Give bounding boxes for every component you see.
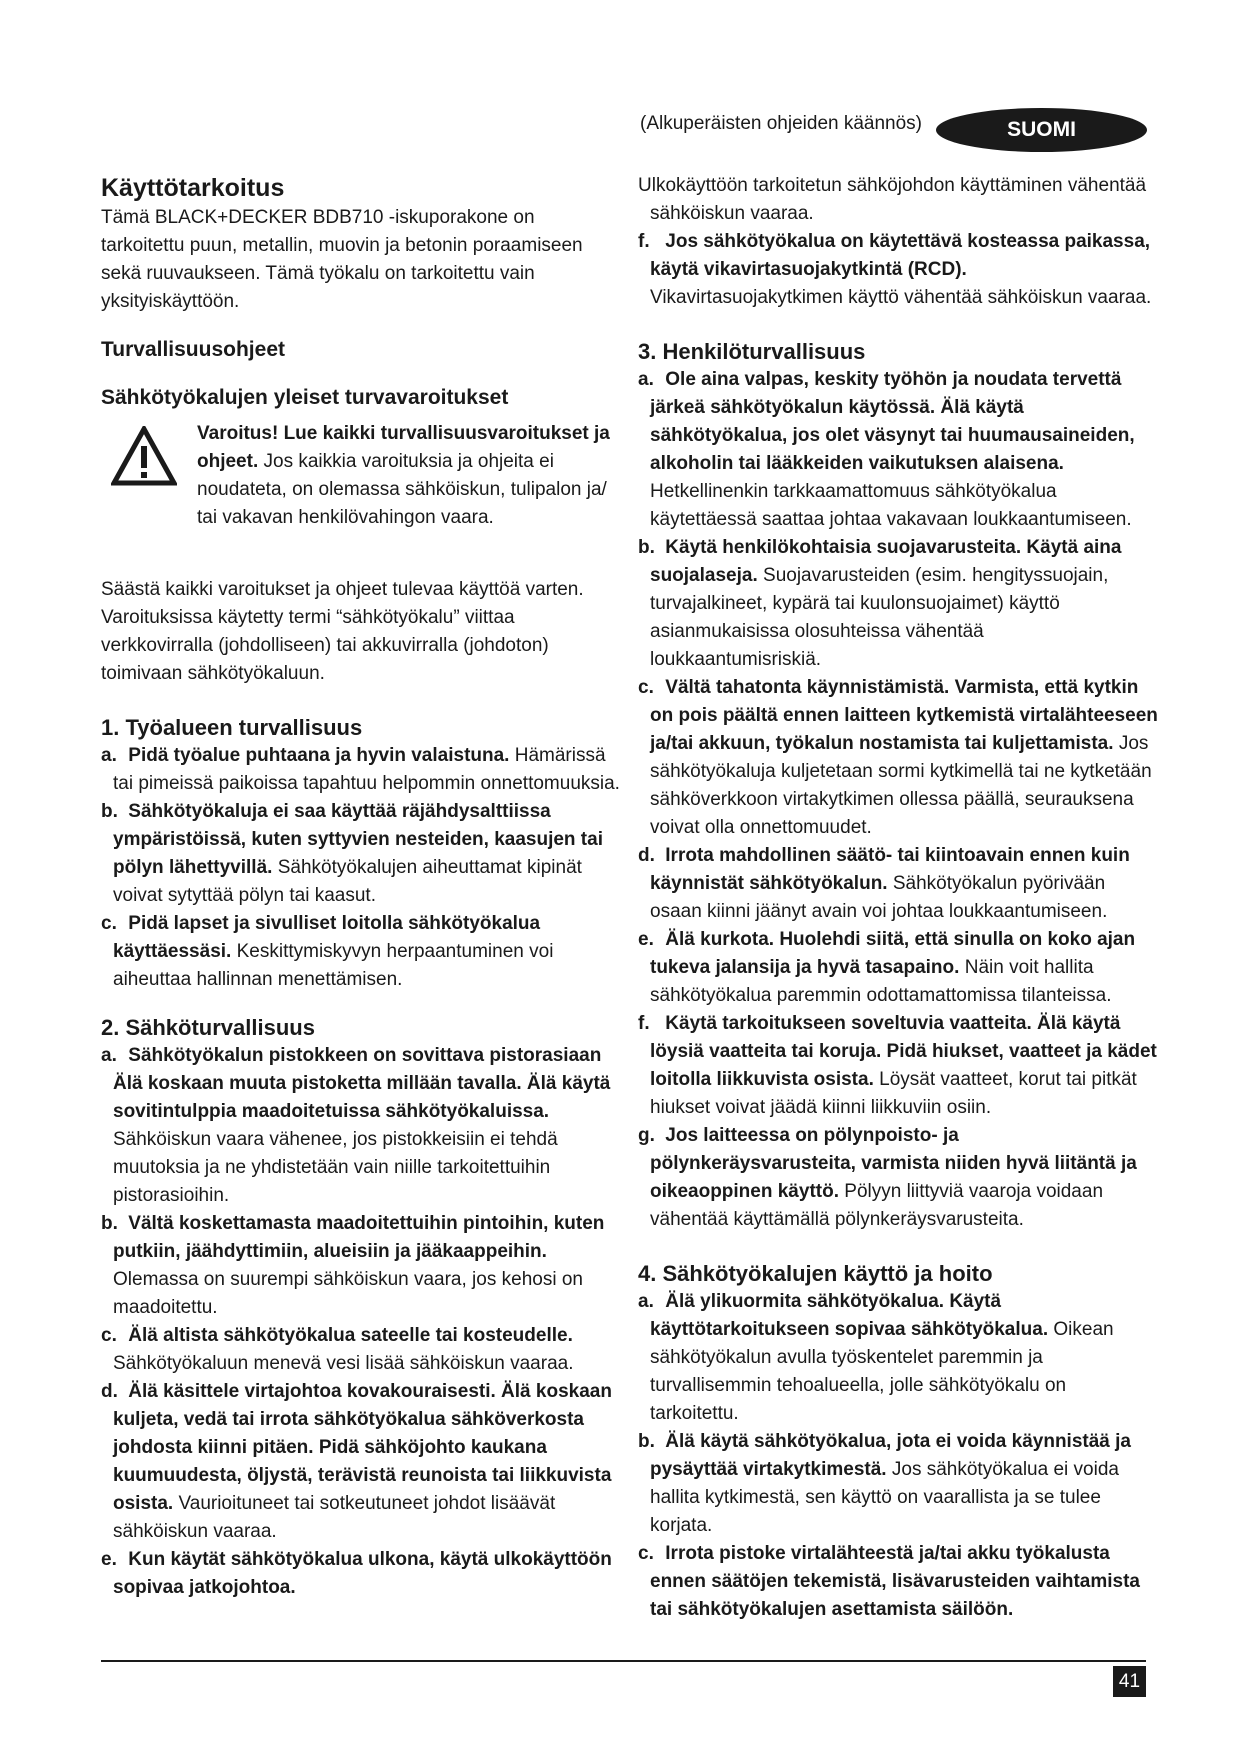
item-label: c.	[101, 1325, 117, 1346]
list-item	[638, 926, 1158, 1010]
item-label: c.	[638, 1543, 654, 1564]
item-text: Pölyyn liittyviä vaaroja voidaan vähentää käyttämällä pölynkeräysvarusteita.	[650, 1181, 1104, 1230]
item-bold-text: Älä kurkota. Huolehdi siitä, että sinulla on koko ajan tukeva jalansija ja hyvä tasapaino.	[650, 929, 1136, 978]
item-bold-text: Käytä henkilökohtaisia suojavarusteita. Käytä aina suojalaseja.	[650, 537, 1122, 586]
section-2-continued-list	[638, 172, 1158, 312]
item-bold-text: Irrota mahdollinen säätö- tai kiintoavain ennen kuin käynnistät sähkötyökalun.	[650, 845, 1130, 894]
item-bold-text: Kun käytät sähkötyökalua ulkona, käytä ulkokäyttöön sopivaa jatkojohtoa.	[113, 1549, 612, 1598]
warning-bold: Varoitus! Lue kaikki turvallisuusvaroitukset ja ohjeet.	[197, 423, 610, 472]
list-item	[638, 534, 1158, 674]
item-label: e.	[101, 1549, 117, 1570]
item-label: d.	[638, 845, 655, 866]
warning-text: Jos kaikkia varoituksia ja ohjeita ei noudateta, on olemassa sähköiskun, tulipalon ja/ tai vakavan henkilövahingon vaara.	[197, 451, 607, 528]
section-1-list	[101, 742, 623, 994]
section-2-heading: 2. Sähköturvallisuus	[101, 1015, 315, 1040]
save-instructions: Säästä kaikki varoitukset ja ohjeet tulevaa käyttöä varten. Varoituksissa käytetty termi “sähkötyökalu” viittaa verkkovirralla (johdolliseen) tai akkuvirralla (johdoton) toimivaan sähkötyökaluun.	[101, 579, 584, 684]
item-bold-text: Vältä tahatonta käynnistämistä. Varmista, että kytkin on pois päältä ennen laitteen kytkemistä virtalähteeseen ja/tai akkuun, työkalun nostamista tai kuljettamista.	[650, 677, 1158, 754]
item-label: f.	[638, 1013, 650, 1034]
list-item	[638, 1428, 1158, 1540]
list-item	[638, 1010, 1158, 1122]
list-item	[638, 1122, 1158, 1234]
item-label: d.	[101, 1381, 118, 1402]
purpose-text: Tämä BLACK+DECKER BDB710 -iskuporakone on tarkoitettu puun, metallin, muovin ja betonin poraamiseen sekä ruuvaukseen. Tämä työkalu on tarkoitettu vain yksityiskäyttöön.	[101, 207, 583, 312]
section-4-list	[638, 1288, 1158, 1624]
item-bold-text: Älä käytä sähkötyökalua, jota ei voida käynnistää ja pysäyttää virtakytkimestä.	[650, 1431, 1131, 1480]
item-label: c.	[638, 677, 654, 698]
warning-block	[101, 420, 623, 532]
item-bold-text: Irrota pistoke virtalähteestä ja/tai akku työkalusta ennen säätöjen tekemistä, lisävarusteiden vaihtamista tai sähkötyökalujen asettamista säilöön.	[650, 1543, 1140, 1620]
item-bold-text: Sähkötyökalun pistokkeen on sovittava pistorasiaan Älä koskaan muuta pistoketta millään tavalla. Älä käytä sovitintulppia maadoitetuissa sähkötyökaluissa.	[113, 1045, 611, 1122]
section-4-heading: 4. Sähkötyökalujen käyttö ja hoito	[638, 1261, 993, 1286]
item-label: g.	[638, 1125, 655, 1146]
item-text: Olemassa on suurempi sähköiskun vaara, jos kehosi on maadoitettu.	[113, 1269, 583, 1318]
item-text: Näin voit hallita sähkötyökalua paremmin odottamattomissa tilanteissa.	[650, 957, 1112, 1006]
item-bold-text: Käytä tarkoitukseen soveltuvia vaatteita. Älä käytä löysiä vaatteita tai koruja. Pidä hiukset, vaatteet ja kädet loitolla liikkuvista osista.	[650, 1013, 1157, 1090]
list-item	[638, 842, 1158, 926]
item-text: Vaurioituneet tai sotkeutuneet johdot lisäävät sähköiskun vaaraa.	[113, 1493, 556, 1542]
item-bold-text: Ole aina valpas, keskity työhön ja noudata tervettä järkeä sähkötyökalun käytössä. Älä käytä sähkötyökalua, jos olet väsynyt tai huumausaineiden, alkoholin tai lääkkeiden vaikutuksen alaisena.	[650, 369, 1135, 474]
item-label: b.	[101, 801, 118, 822]
footer-rule	[101, 1660, 1146, 1662]
item-text: Ulkokäyttöön tarkoitetun sähköjohdon käyttäminen vähentää sähköiskun vaaraa.	[638, 175, 1147, 224]
left-column	[101, 172, 623, 1602]
item-bold-text: Pidä lapset ja sivulliset loitolla sähkötyökalua käyttäessäsi.	[113, 913, 541, 962]
list-item	[101, 1546, 623, 1602]
item-text: Sähkötyökalujen aiheuttamat kipinät voivat sytyttää pölyn tai kaasut.	[113, 857, 582, 906]
list-item	[638, 1288, 1158, 1428]
item-text: Sähköiskun vaara vähenee, jos pistokkeisiin ei tehdä muutoksia ja ne yhdistetään vain niille tarkoitettuihin pistorasioihin.	[113, 1129, 558, 1206]
item-bold-text: Jos sähkötyökalua on käytettävä kosteassa paikassa, käytä vikavirtasuojakytkintä (RCD).	[650, 231, 1151, 280]
translation-note: (Alkuperäisten ohjeiden käännös)	[640, 113, 923, 134]
item-text: Sähkötyökalun pyörivään osaan kiinni jäänyt avain voi johtaa loukkaantumiseen.	[650, 873, 1108, 922]
item-label: b.	[101, 1213, 118, 1234]
item-text: Oikean sähkötyökalun avulla työskentelet paremmin ja turvallisemmin tehoalueella, jolle sähkötyökalu on tarkoitettu.	[650, 1319, 1114, 1424]
language-badge: SUOMI	[936, 108, 1147, 152]
warning-triangle-icon	[111, 426, 177, 486]
item-bold-text: Älä ylikuormita sähkötyökalua. Käytä käyttötarkoitukseen sopivaa sähkötyökalua.	[650, 1291, 1049, 1340]
item-text: Jos sähkötyökalua ei voida hallita kytkimestä, sen käyttö on vaarallista ja se tulee korjata.	[650, 1459, 1119, 1536]
list-item	[101, 798, 623, 910]
item-bold-text: Jos laitteessa on pölynpoisto- ja pölynkeräysvarusteita, varmista niiden hyvä liitäntä ja oikeaoppinen käyttö.	[650, 1125, 1137, 1202]
item-text: Löysät vaatteet, korut tai pitkät hiukset voivat jäädä kiinni liikkuviin osiin.	[650, 1069, 1137, 1118]
list-item	[638, 674, 1158, 842]
right-column	[638, 172, 1158, 1624]
item-label: a.	[101, 1045, 117, 1066]
list-item	[101, 1322, 623, 1378]
item-text: Suojavarusteiden (esim. hengityssuojain, turvajalkineet, kypärä tai kuulonsuojaimet) käyttö asianmukaisissa olosuhteissa vähentää loukkaantumisriskiä.	[650, 565, 1109, 670]
purpose-heading: Käyttötarkoitus	[101, 174, 285, 202]
item-label: c.	[101, 913, 117, 934]
section-3-heading: 3. Henkilöturvallisuus	[638, 339, 866, 364]
item-label: f.	[638, 231, 650, 252]
section-3-list	[638, 366, 1158, 1234]
item-text: Hetkellinenkin tarkkaamattomuus sähkötyökalua käytettäessä saattaa johtaa vakavaan loukkaantumiseen.	[650, 481, 1132, 530]
list-item	[638, 228, 1158, 312]
item-text: Keskittymiskyvyn herpaantuminen voi aiheuttaa hallinnan menettämisen.	[113, 941, 554, 990]
list-item	[638, 172, 1158, 228]
list-item	[101, 910, 623, 994]
general-warnings-heading: Sähkötyökalujen yleiset turvavaroitukset	[101, 386, 509, 409]
item-label: a.	[638, 1291, 654, 1312]
item-label: b.	[638, 1431, 655, 1452]
section-1-heading: 1. Työalueen turvallisuus	[101, 715, 363, 740]
section-2-list	[101, 1042, 623, 1602]
page-number: 41	[1113, 1666, 1146, 1697]
item-text: Hämärissä tai pimeissä paikoissa tapahtuu helpommin onnettomuuksia.	[113, 745, 620, 794]
item-label: e.	[638, 929, 654, 950]
item-text: Jos sähkötyökaluja kuljetetaan sormi kytkimellä tai ne kytketään sähköverkkoon virtakytkimen ollessa päällä, seurauksena voivat olla onnettomuudet.	[650, 733, 1152, 838]
item-text: Vikavirtasuojakytkimen käyttö vähentää sähköiskun vaaraa.	[650, 287, 1152, 308]
list-item	[638, 366, 1158, 534]
list-item	[638, 1540, 1158, 1624]
item-bold-text: Älä altista sähkötyökalua sateelle tai kosteudelle.	[128, 1325, 573, 1346]
list-item	[101, 742, 623, 798]
list-item	[101, 1042, 623, 1210]
item-label: b.	[638, 537, 655, 558]
list-item	[101, 1210, 623, 1322]
safety-heading: Turvallisuusohjeet	[101, 338, 285, 361]
list-item	[101, 1378, 623, 1546]
item-text: Sähkötyökaluun menevä vesi lisää sähköiskun vaaraa.	[113, 1353, 574, 1374]
item-label: a.	[638, 369, 654, 390]
item-bold-text: Sähkötyökaluja ei saa käyttää räjähdysalttiissa ympäristöissä, kuten syttyvien nesteiden, kaasujen tai pölyn lähettyvillä.	[113, 801, 603, 878]
item-bold-text: Älä käsittele virtajohtoa kovakouraisesti. Älä koskaan kuljeta, vedä tai irrota sähkötyökalua sähköverkosta johdosta kiinni pitäen. Pidä sähköjohto kaukana kuumuudesta, öljystä, terävistä reunoista tai liikkuvista osista.	[113, 1381, 612, 1514]
item-bold-text: Pidä työalue puhtaana ja hyvin valaistuna.	[128, 745, 510, 766]
item-label: a.	[101, 745, 117, 766]
item-bold-text: Vältä koskettamasta maadoitettuihin pintoihin, kuten putkiin, jäähdyttimiin, alueisiin ja jääkaappeihin.	[113, 1213, 605, 1262]
